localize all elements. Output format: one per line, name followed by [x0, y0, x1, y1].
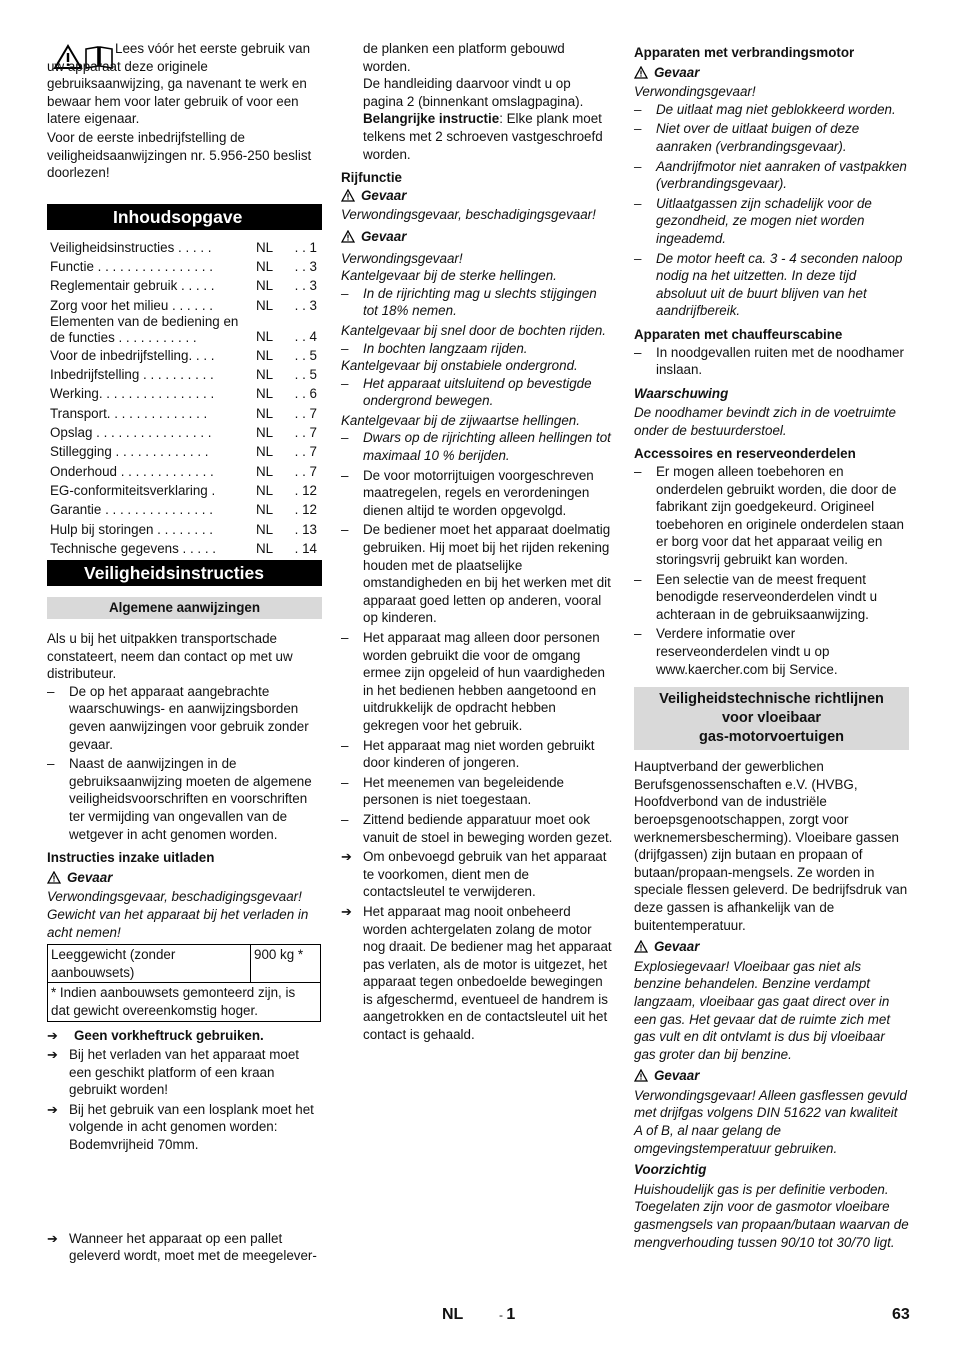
warning-text: Explosiegevaar! Vloeibaar gas niet als benzine behandelen. Benzine verdampt langzaam, vloeibaar gas gaat direct over in een gas. Het gevaar dat de ruimte zich met gas vult en dit ontvlamt is dus bij vloeibaar gas groter dan bij benzine. [634, 958, 891, 1062]
safety-heading: Veiligheidsinstructies [47, 560, 322, 586]
danger-label: Gevaar [341, 187, 613, 205]
weight-table [47, 944, 321, 1021]
warning-icon [47, 871, 61, 884]
toc-title: Inbedrijfstelling . . . . . . . . . . [50, 367, 214, 383]
toc-page: . . 7 [294, 463, 317, 479]
toc-heading: Inhoudsopgave [47, 204, 322, 230]
toc-title: Zorg voor het milieu . . . . . . [50, 297, 213, 313]
warning-text: Verwondingsgevaar! [634, 84, 756, 100]
toc-row [50, 480, 317, 499]
unload-heading: Instructies inzake uitladen [47, 850, 215, 866]
toc-language: NL [256, 386, 274, 402]
toc-page: . . 7 [294, 425, 317, 441]
warning-text: De noodhamer bevindt zich in de voetruimte onder de bestuurderstoel. [634, 405, 897, 438]
intro-text: Lees vóór het eerste gebruik van uw apparaat deze originele gebruiksaanwijzing, ga navenant te werk en bewaar hem voor later gebruik of voor een latere eigenaar. [47, 41, 311, 127]
toc-page: . . 3 [294, 278, 317, 294]
list-item: – Het apparaat mag alleen door personen worden gebruikt die voor de omgang ermee zijn opgeleid of hun vaardigheden in het bedienen hebben aangetoond en uitdrukkelijk de opdracht hebben gekregen voor het gebruik. [341, 630, 605, 733]
warning-text: Verwondingsgevaar, beschadigingsgevaar! [341, 207, 596, 223]
toc-page: . 12 [294, 502, 317, 518]
toc-row [50, 442, 317, 461]
continued-text: De handleiding daarvoor vindt u op pagina 2 (binnenkant omslagpagina). [363, 76, 584, 109]
toc-language: NL [256, 297, 274, 313]
toc-title: Onderhoud . . . . . . . . . . . . . [50, 463, 214, 479]
toc-row [50, 237, 317, 256]
warning-icon [634, 940, 648, 953]
list-item: ➔ Bij het verladen van het apparaat moet een geschikt platform of een kraan gebruikt worden! [47, 1047, 300, 1098]
warning-text: Verwondingsgevaar! Alleen gasflessen gevuld met drijfgas volgens DIN 51622 van kwaliteit A of B, al naar gelang de omgevingstemperatuur gebruiken. [634, 1087, 907, 1156]
toc-row [50, 519, 317, 538]
toc-language: NL [256, 521, 274, 537]
toc-row [50, 500, 317, 519]
list-item: – Dwars op de rijrichting alleen hellingen tot maximaal 10 % berijden. [341, 430, 611, 464]
toc-page: . . 7 [294, 444, 317, 460]
intro-text-2: Voor de eerste inbedrijfstelling de veiligheidsaanwijzingen nr. 5.956-250 beslist doorlezen! [47, 130, 312, 181]
column-left [47, 40, 322, 1265]
toc-title: Werking. . . . . . . . . . . . . . . . [50, 386, 215, 402]
toc-page: . 13 [294, 521, 317, 537]
warning-text: Verwondingsgevaar, beschadigingsgevaar! [47, 889, 302, 905]
toc-language: NL [256, 463, 274, 479]
cabin-heading: Apparaten met chauffeurscabine [634, 326, 843, 342]
toc-row [50, 422, 317, 441]
toc-row [50, 364, 317, 383]
warning-icon [634, 66, 648, 79]
list-item: – Niet over de uitlaat buigen of deze aanraken (verbrandingsgevaar). [634, 121, 860, 154]
intro-block [47, 40, 322, 184]
danger-label: Gevaar [634, 1067, 909, 1085]
toc-page: . . 3 [294, 297, 317, 313]
warning-icon [341, 230, 355, 243]
toc-title: Stillegging . . . . . . . . . . . . . [50, 444, 209, 460]
warning-text: Kantelgevaar bij onstabiele ondergrond. [341, 358, 578, 374]
weight-value: 900 kg * [251, 945, 321, 983]
warning-text: Huishoudelijk gas is per definitie verboden. Toegelaten zijn voor de gasmotor vloeibare gasmengsels van propaan/butaan waarvan de mengverhouding tussen 90/10 tot 30/70 ligt. [634, 1181, 909, 1250]
weight-note: * Indien aanbouwsets gemonteerd zijn, is dat gewicht overeenkomstig hoger. [48, 983, 321, 1021]
toc-language: NL [256, 328, 274, 344]
toc-page: . 12 [294, 482, 317, 498]
footer-language: NL [442, 1306, 464, 1323]
column-middle [341, 40, 613, 1044]
warning-text: Kantelgevaar bij de zijwaartse hellingen. [341, 412, 580, 428]
toc-title: Garantie . . . . . . . . . . . . . . . [50, 502, 213, 518]
danger-label: Gevaar [341, 228, 613, 246]
list-item: ➔ Wanneer het apparaat op een pallet geleverd wordt, moet met de meegelever- [47, 1230, 317, 1264]
toc-language: NL [256, 425, 274, 441]
toc-page: . . 4 [294, 328, 317, 344]
toc-row [50, 256, 317, 275]
list-item: – Het apparaat uitsluitend op bevestigde ondergrond bewegen. [341, 375, 592, 409]
gas-text: Hauptverband der gewerblichen Berufsgenossenschaften e.V. (HVBG, Hoofdverbond van de industriële beroepsgenootschappen, zorgt voor werknemersbescherming). Vloeibare gassen (drijfgassen) zijn butaan en propaan of butaan/propaan-mengsels. Ze worden in speciale flessen geleverd. De bedrijfsdruk van deze gassen is afhankelijk van de buitentemperatuur. [634, 759, 908, 933]
list-item: – Verdere informatie over reserveonderdelen vindt u op www.kaercher.com bij Service. [634, 626, 838, 677]
toc-row [50, 276, 317, 295]
toc-row [50, 403, 317, 422]
list-item: – Het meenemen van begeleidende personen is niet toegestaan. [341, 774, 565, 808]
drive-heading: Rijfunctie [341, 170, 403, 186]
list-item: – In noodgevallen ruiten met de noodhamer inslaan. [634, 344, 904, 378]
toc-language: NL [256, 482, 274, 498]
toc-language: NL [256, 444, 274, 460]
footer-section: - 1 [499, 1306, 516, 1323]
toc-language: NL [256, 278, 274, 294]
toc-page: . 14 [294, 540, 317, 556]
list-item: – Zittend bediende apparatuur moet ook vanuit de stoel in beweging worden gezet. [341, 811, 613, 845]
list-item: – Uitlaatgassen zijn schadelijk voor de gezondheid, ze mogen niet worden ingeademd. [634, 195, 872, 246]
toc-page: . . 6 [294, 386, 317, 402]
danger-label: Gevaar [634, 938, 909, 956]
toc-row [50, 345, 317, 364]
weight-label: Leeggewicht (zonder aanbouwsets) [48, 945, 251, 983]
warning-text: Kantelgevaar bij snel door de bochten rijden. [341, 322, 607, 338]
continued-text: de planken een platform gebouwd worden. [363, 41, 565, 74]
column-right [634, 44, 909, 1251]
danger-label: Gevaar [47, 869, 322, 887]
warning-icon [634, 1069, 648, 1082]
toc-row [50, 295, 317, 314]
toc-language: NL [256, 502, 274, 518]
toc-title: Opslag . . . . . . . . . . . . . . . . [50, 425, 212, 441]
list-item: – De op het apparaat aangebrachte waarschuwings- en aanwijzingsborden geven aanwijzingen voor gebruik zonder gevaar. [47, 683, 309, 752]
general-text: Als u bij het uitpakken transportschade constateert, neem dan contact op met uw distributeur. [47, 631, 293, 682]
danger-label: Gevaar [634, 64, 909, 82]
toc-language: NL [256, 540, 274, 556]
toc-row [50, 461, 317, 480]
list-item: – Een selectie van de meest frequent benodigde reserveonderdelen vindt u achteraan in de gebruiksaanwijzing. [634, 571, 878, 622]
list-item: – Aandrijfmotor niet aanraken of vastpakken (verbrandingsgevaar). [634, 158, 907, 192]
toc-title: Transport. . . . . . . . . . . . . . [50, 405, 208, 421]
toc-title: EG-conformiteitsverklaring . [50, 482, 216, 498]
combustion-heading: Apparaten met verbrandingsmotor [634, 45, 855, 60]
gas-heading: Veiligheidstechnische richtlijnen voor vloeibaar gas-motorvoertuigen [634, 687, 909, 750]
list-item: – De bediener moet het apparaat doelmatig gebruiken. Hij moet bij het rijden rekening houden met de plaatselijke omstandigheden en bij het werken met dit apparaat goed letten op anderen, vooral op kinderen. [341, 522, 611, 626]
toc-page: . . 5 [294, 367, 317, 383]
toc-row [50, 384, 317, 403]
general-heading: Algemene aanwijzingen [47, 597, 322, 619]
list-item: ➔ Bij het gebruik van een losplank moet het volgende in acht genomen worden: Bodemvrijheid 70mm. [47, 1101, 314, 1153]
warning-text: Verwondingsgevaar! [341, 250, 463, 266]
toc-page: . . 7 [294, 405, 317, 421]
toc-language: NL [256, 239, 274, 255]
table-of-contents [50, 237, 317, 557]
toc-row [50, 538, 317, 557]
important-note: Belangrijke instructie: Elke plank moet telkens met 2 schroeven vastgeschroefd worden. [363, 111, 603, 162]
toc-title: Technische gegevens . . . . . [50, 540, 216, 556]
list-item: – Naast de aanwijzingen in de gebruiksaanwijzing moeten de algemene veiligheidsvoorschriften en voorschriften ter vermijding van ongevallen van de wetgever in acht genomen worden. [47, 756, 312, 842]
toc-row [50, 314, 317, 345]
warning-text: Kantelgevaar bij de sterke hellingen. [341, 268, 557, 284]
list-item: – In de rijrichting mag u slechts stijgingen tot 18% nemen. [341, 285, 597, 319]
list-item: – In bochten langzaam rijden. [341, 340, 528, 356]
list-item: – Er mogen alleen toebehoren en onderdelen gebruikt worden, die door de fabrikant zijn goedgekeurd. Origineel toebehoren en originele onderdelen staan er borg voor dat het apparaat veilig en storingsvrij gebruikt kan worden. [634, 464, 904, 568]
toc-title: Veiligheidsinstructies . . . . . [50, 239, 212, 255]
toc-language: NL [256, 259, 274, 274]
toc-page: . . 3 [294, 259, 317, 274]
toc-language: NL [256, 405, 274, 421]
toc-title: Hulp bij storingen . . . . . . . . [50, 521, 213, 537]
toc-title: Functie . . . . . . . . . . . . . . . . [50, 259, 213, 274]
list-item: – Het apparaat mag niet worden gebruikt door kinderen of jongeren. [341, 737, 595, 771]
warning-icon [341, 189, 355, 202]
toc-language: NL [256, 347, 274, 363]
footer-page-number: 63 [892, 1306, 910, 1323]
toc-title: Voor de inbedrijfstelling. . . . [50, 347, 215, 363]
list-item: – De uitlaat mag niet geblokkeerd worden. [634, 101, 896, 117]
caution-label: Voorzichtig [634, 1162, 707, 1178]
list-item: – De motor heeft ca. 3 - 4 seconden naloop nodig na het uitzetten. In deze tijd absoluut uit de buurt blijven van het aandrijfbereik. [634, 250, 903, 319]
warning-text: Gewicht van het apparaat bij het verladen in acht nemen! [47, 906, 309, 940]
accessories-heading: Accessoires en reserveonderdelen [634, 446, 856, 462]
list-item: ➔ Het apparaat mag nooit onbeheerd worden achtergelaten zolang de motor nog draait. De bediener mag het apparaat pas verlaten, als de motor is uitgezet, het apparaat tegen onbedoelde bewegingen is afgeschermd, eventueel de handrem is aangetrokken en de contactsleutel uit het contact is gehaald. [341, 903, 612, 1043]
list-item: – De voor motorrijtuigen voorgeschreven maatregelen, regels en verordeningen dienen altijd te worden opgevolgd. [341, 467, 594, 518]
list-item: ➔ Geen vorkheftruck gebruiken. [47, 1027, 264, 1043]
toc-language: NL [256, 367, 274, 383]
caution-label: Waarschuwing [634, 385, 729, 401]
toc-page: . . 1 [294, 239, 317, 255]
list-item: ➔ Om onbevoegd gebruik van het apparaat te voorkomen, dient men de contactsleutel te verwijderen. [341, 849, 607, 900]
toc-title: Reglementair gebruik . . . . . [50, 278, 215, 294]
toc-title: Elementen van de bediening en de functies . . . . . . . . . . . [50, 314, 239, 345]
toc-page: . . 5 [294, 347, 317, 363]
